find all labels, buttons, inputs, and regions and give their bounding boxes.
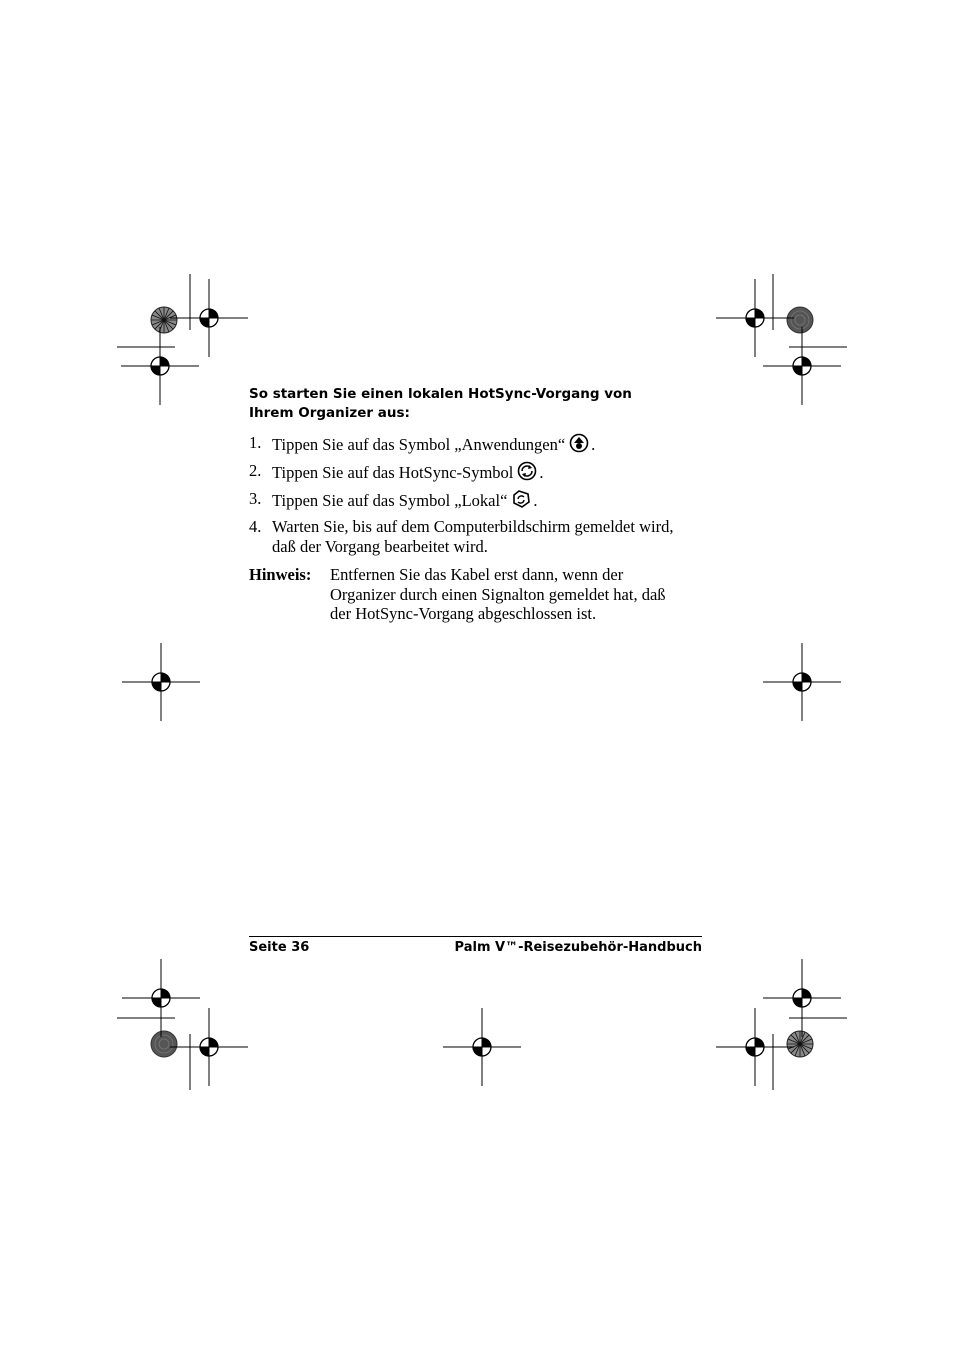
note-label: Hinweis: (249, 565, 312, 584)
book-title: Palm V™-Reisezubehör-Handbuch (454, 940, 702, 955)
footer-rule (249, 936, 702, 937)
note-text: Entfernen Sie das Kabel erst dann, wenn der Organizer durch einen Signalton gemeldet hat, daß der HotSync-Vorgang abgeschlossen ist. (330, 565, 666, 623)
step-text: Tippen Sie auf das Symbol „Anwendungen“ (272, 435, 566, 454)
step-suffix: . (539, 463, 544, 482)
step-text-wrap (272, 489, 692, 514)
applications-icon (569, 433, 589, 458)
step-number: 4. (249, 517, 262, 536)
section-heading: So starten Sie einen lokalen HotSync-Vorgang von Ihrem Organizer aus: (249, 386, 632, 421)
page-number: Seite 36 (249, 940, 310, 955)
step-text-wrap (272, 433, 692, 458)
local-sync-icon (511, 489, 531, 514)
hotsync-icon (517, 461, 537, 486)
step-text: Tippen Sie auf das HotSync-Symbol (272, 463, 514, 482)
step-number: 2. (249, 461, 262, 480)
step-text: Warten Sie, bis auf dem Computerbildschirm gemeldet wird, daß der Vorgang bearbeitet wird. (272, 517, 674, 556)
step-text: Tippen Sie auf das Symbol „Lokal“ (272, 491, 508, 510)
step-number: 1. (249, 433, 262, 452)
step-text-wrap (272, 461, 692, 486)
step-number: 3. (249, 489, 262, 508)
step-suffix: . (591, 435, 596, 454)
step-suffix: . (533, 491, 538, 510)
